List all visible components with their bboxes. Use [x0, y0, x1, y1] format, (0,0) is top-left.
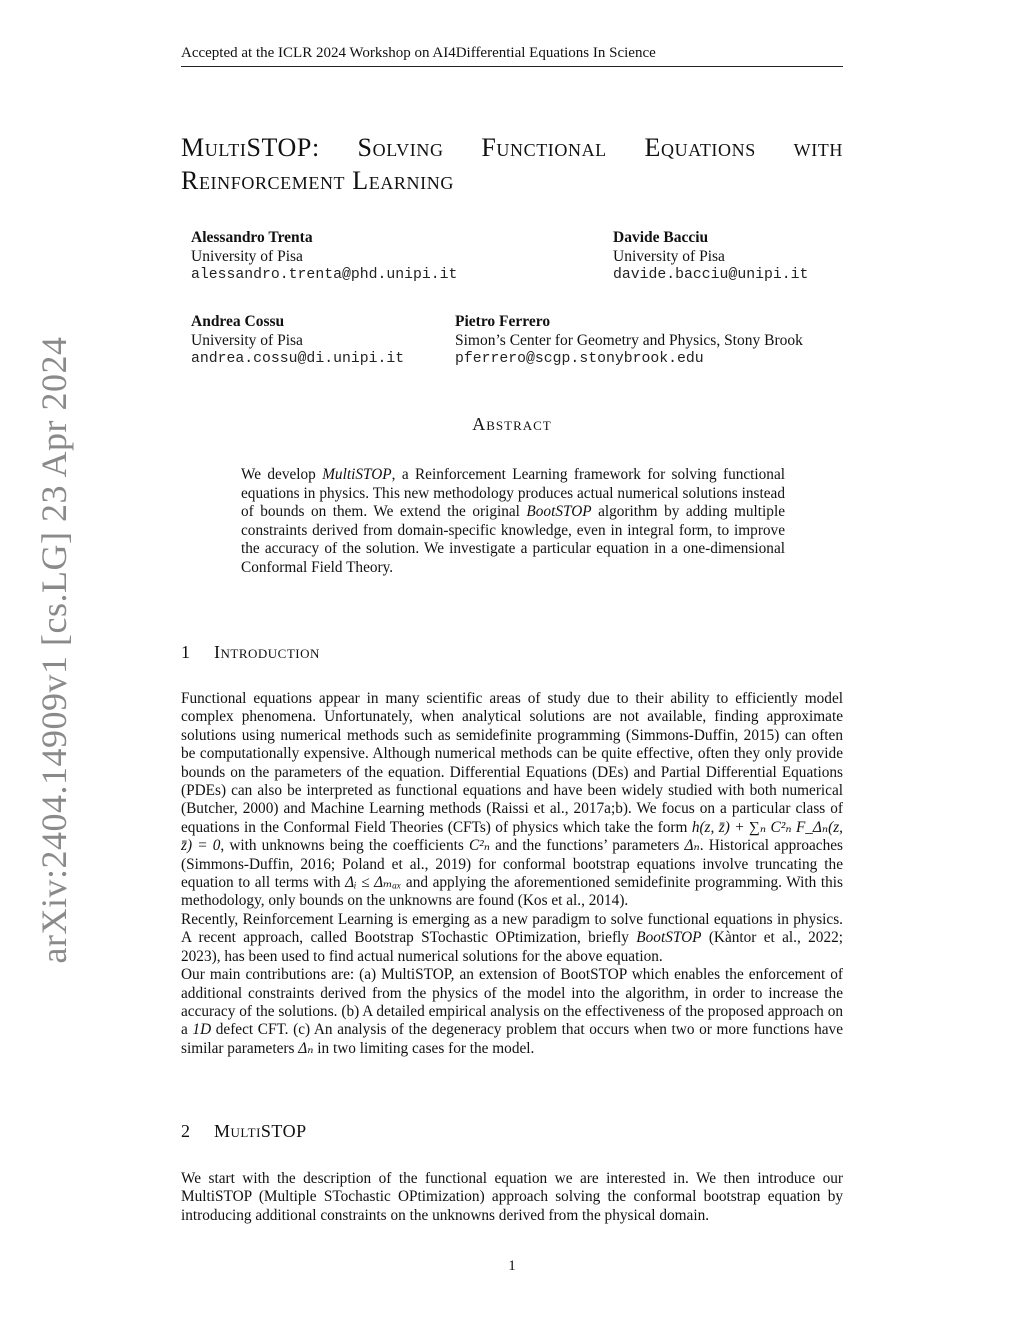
math-inline: Δᵢ ≤ Δₘₐₓ — [345, 874, 402, 892]
paragraph: We start with the description of the functional equation we are interested in. We then introduce our MultiSTOP (Multiple STochastic OPtimization) approach solving the conformal bootstrap equation by introducing additional constraints on the unknowns derived from the physical domain. — [181, 1170, 843, 1224]
author-name: Davide Bacciu — [613, 229, 709, 246]
abstract-text: We develop MultiSTOP, a Reinforcement Learning framework for solving functional equations in physics. This new methodology produces actual numerical solutions instead of bounds on them. We extend the original BootSTOP algorithm by adding multiple constraints derived from domain-specific knowledge, even in integral form, to improve the accuracy of the solution. We investigate a particular equation in a one-dimensional Conformal Field Theory. — [241, 466, 785, 576]
method-name: MultiSTOP — [322, 466, 392, 483]
paper-title: MultiSTOP: Solving Functional Equations with Reinforcement Learning — [181, 133, 843, 195]
math-inline: Δₙ — [298, 1039, 314, 1057]
arxiv-sidebar — [34, 336, 74, 964]
author-block — [455, 312, 803, 369]
section-heading — [181, 1120, 307, 1142]
paragraph: Our main contributions are: (a) MultiSTOP, an extension of BootSTOP which enables the enforcement of additional constraints derived from the physics of the model into the algorithm, in order to increase the accuracy of the solutions. (b) A detailed empirical analysis on the effectiveness of the proposed approach on a 1D defect CFT. (c) An analysis of the degeneracy problem that occurs when two or more functions have similar parameters Δₙ in two limiting cases for the model. — [181, 966, 843, 1057]
paragraph: Functional equations appear in many scientific areas of study due to their ability to efficiently model complex phenomena. Unfortunately, when analytical solutions are not available, finding approximate solutions using numerical methods such as semidefinite programming (Simmons-Duffin, 2015) can often be computationally expensive. Although numerical methods can be quite effective, often they only provide bounds on the parameters of the equation. Differential Equations (DEs) and Partial Differential Equations (PDEs) can also be interpreted as functional equations and have been widely studied with both numerical (Butcher, 2000) and Machine Learning methods (Raissi et al., 2017a;b). We focus on a particular class of equations in the Conformal Field Theories (CFTs) of physics which take the form h(z, z̄) + ∑ₙ C²ₙ F_Δₙ(z, z̄) = 0, with unknowns being the coefficients C²ₙ and the functions’ parameters Δₙ. Historical approaches (Simmons-Duffin, 2016; Poland et al., 2019) for conformal bootstrap equations involve truncating the equation to all terms with Δᵢ ≤ Δₘₐₓ and applying the aforementioned semidefinite programming. With this methodology, only bounds on the unknowns are found (Kos et al., 2014). — [181, 690, 843, 910]
section-body — [181, 690, 843, 1058]
author-email[interactable]: alessandro.trenta@phd.unipi.it — [191, 267, 458, 283]
arxiv-identifier: arXiv:2404.14909v1 [cs.LG] 23 Apr 2024 — [34, 336, 74, 964]
method-name: BootSTOP — [526, 503, 592, 520]
section-heading — [181, 641, 320, 663]
author-affiliation: University of Pisa — [613, 248, 725, 265]
author-name: Pietro Ferrero — [455, 313, 551, 330]
author-affiliation: University of Pisa — [191, 248, 303, 265]
math-inline: h(z, z̄) + ∑ₙ C²ₙ F_Δₙ(z, z̄) = 0 — [181, 818, 843, 855]
section-title: Introduction — [214, 642, 320, 662]
method-name: BootSTOP — [636, 929, 702, 947]
author-affiliation: Simon’s Center for Geometry and Physics, Stony Brook — [455, 332, 803, 349]
section-number: 1 — [181, 642, 191, 662]
author-block — [191, 312, 404, 369]
math-inline: Δₙ — [684, 837, 700, 855]
section-number: 2 — [181, 1121, 191, 1141]
author-email[interactable]: andrea.cossu@di.unipi.it — [191, 351, 405, 367]
author-affiliation: University of Pisa — [191, 332, 303, 349]
section-body — [181, 1170, 843, 1225]
page-number: 1 — [508, 1258, 516, 1274]
author-email[interactable]: davide.bacciu@unipi.it — [613, 267, 809, 283]
math-inline: C²ₙ — [468, 837, 490, 855]
section-title: MultiSTOP — [214, 1121, 307, 1141]
running-header: Accepted at the ICLR 2024 Workshop on AI4Differential Equations In Science — [181, 44, 843, 67]
author-email[interactable]: pferrero@scgp.stonybrook.edu — [455, 351, 704, 367]
author-name: Alessandro Trenta — [191, 229, 313, 246]
abstract-heading: Abstract — [472, 414, 552, 434]
math-inline: 1D — [192, 1021, 212, 1039]
author-name: Andrea Cossu — [191, 313, 285, 330]
paragraph: Recently, Reinforcement Learning is emerging as a new paradigm to solve functional equations in physics. A recent approach, called Bootstrap STochastic OPtimization, briefly BootSTOP (Kàntor et al., 2022; 2023), has been used to find actual numerical solutions for the above equation. — [181, 910, 843, 965]
author-block — [613, 228, 808, 285]
author-block — [191, 228, 457, 285]
